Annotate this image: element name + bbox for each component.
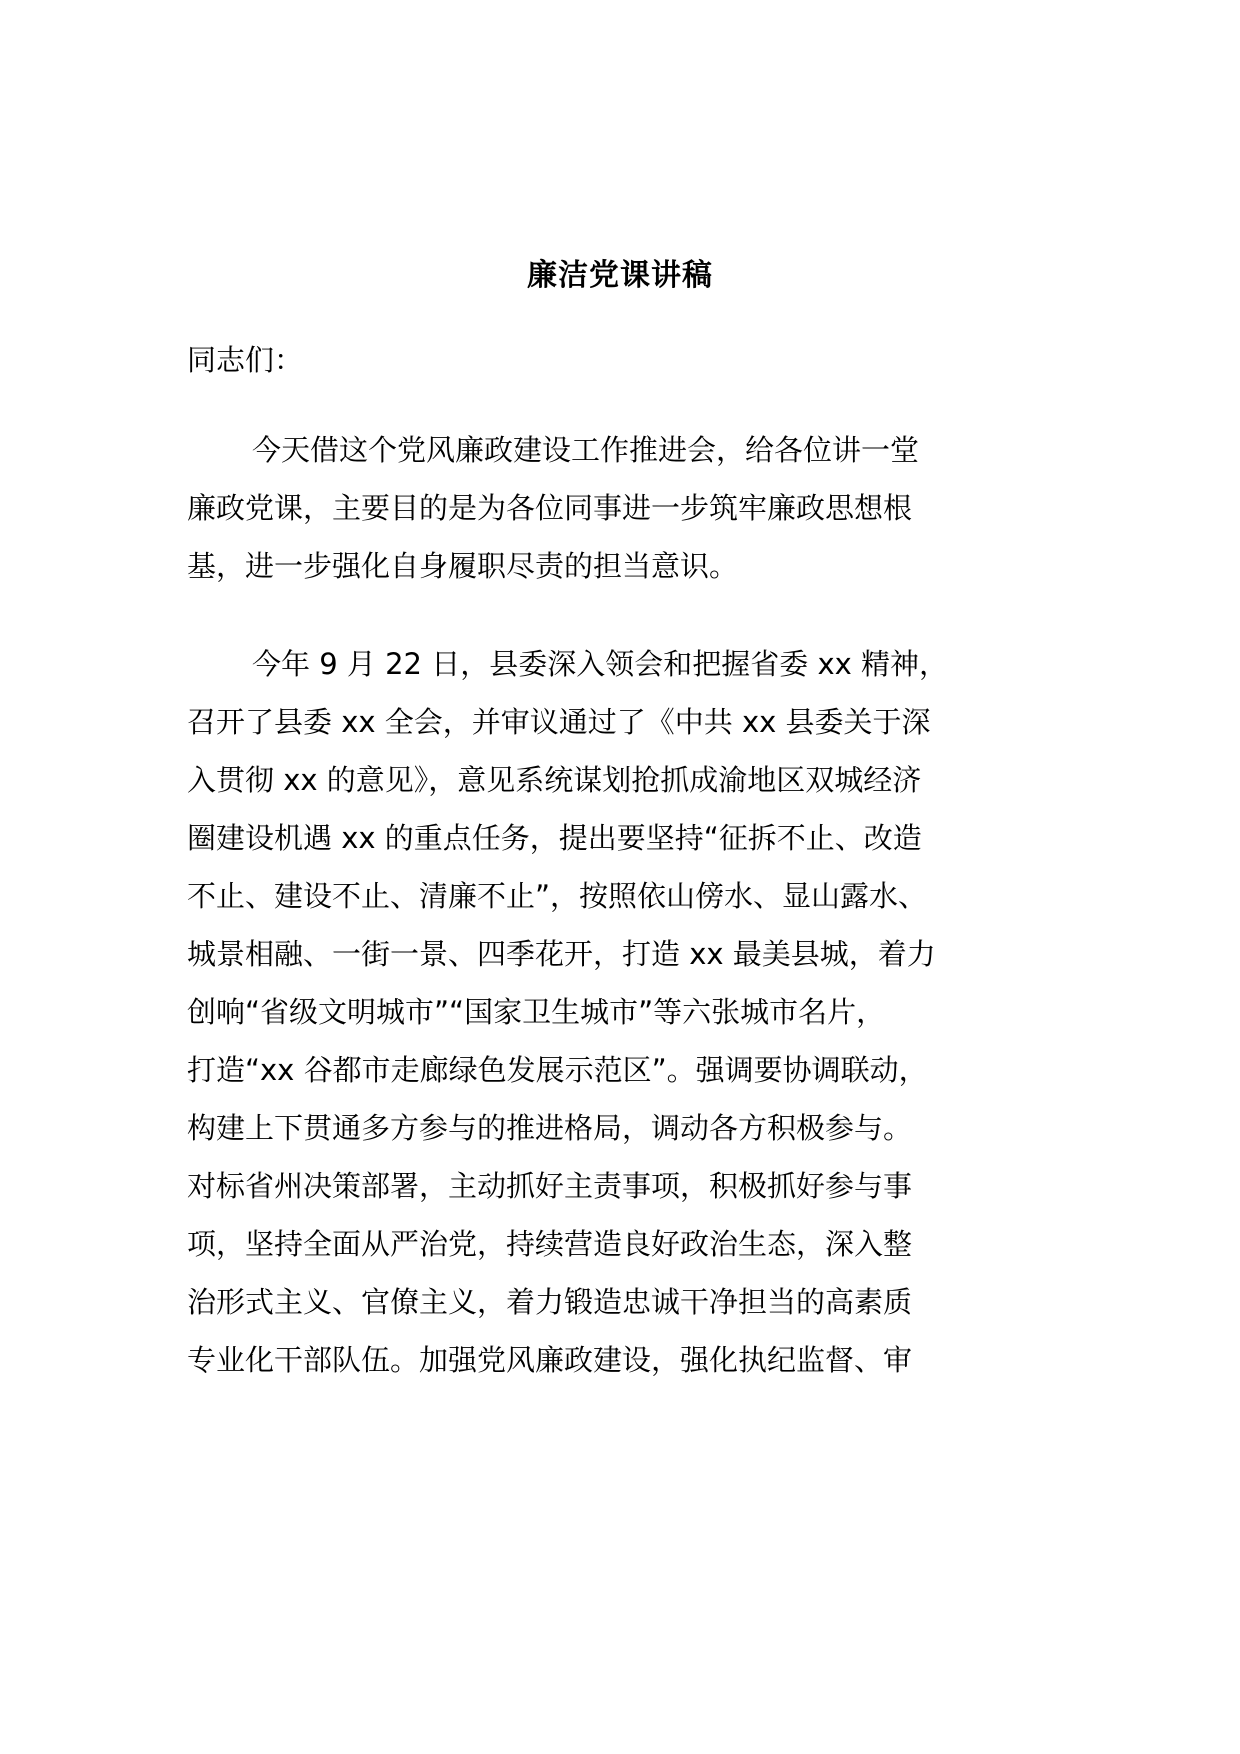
paragraph-line: 打造“xx 谷都市走廊绿色发展示范区”。强调要协调联动， — [187, 1053, 928, 1087]
paragraph-line: 城景相融、一街一景、四季花开，打造 xx 最美县城，着力 — [187, 937, 936, 971]
paragraph-line: 对标省州决策部署，主动抓好主责事项，积极抓好参与事 — [187, 1169, 913, 1203]
document-title: 廉洁党课讲稿 — [527, 258, 713, 293]
paragraph-line: 召开了县委 xx 全会，并审议通过了《中共 xx 县委关于深 — [187, 705, 931, 739]
paragraph-line: 项，坚持全面从严治党，持续营造良好政治生态，深入整 — [187, 1227, 913, 1261]
paragraph-line: 基，进一步强化自身履职尽责的担当意识。 — [187, 549, 739, 583]
paragraph-line: 廉政党课，主要目的是为各位同事进一步筑牢廉政思想根 — [187, 491, 913, 525]
paragraph-line: 今年 9 月 22 日，县委深入领会和把握省委 xx 精神， — [252, 647, 948, 681]
salutation: 同志们： — [187, 343, 304, 377]
paragraph-line: 不止、建设不止、清廉不止”，按照依山傍水、显山露水、 — [187, 879, 928, 913]
paragraph-line: 今天借这个党风廉政建设工作推进会，给各位讲一堂 — [252, 433, 920, 467]
paragraph-line: 创响“省级文明城市”“国家卫生城市”等六张城市名片， — [187, 995, 886, 1029]
paragraph-line: 治形式主义、官僚主义，着力锻造忠诚干净担当的高素质 — [187, 1285, 913, 1319]
paragraph-line: 圈建设机遇 xx 的重点任务，提出要坚持“征拆不止、改造 — [187, 821, 922, 855]
paragraph-line: 入贯彻 xx 的意见》，意见系统谋划抢抓成渝地区双城经济 — [187, 763, 922, 797]
paragraph-line: 构建上下贯通多方参与的推进格局，调动各方积极参与。 — [187, 1111, 913, 1145]
paragraph-line: 专业化干部队伍。加强党风廉政建设，强化执纪监督、审 — [187, 1343, 913, 1377]
